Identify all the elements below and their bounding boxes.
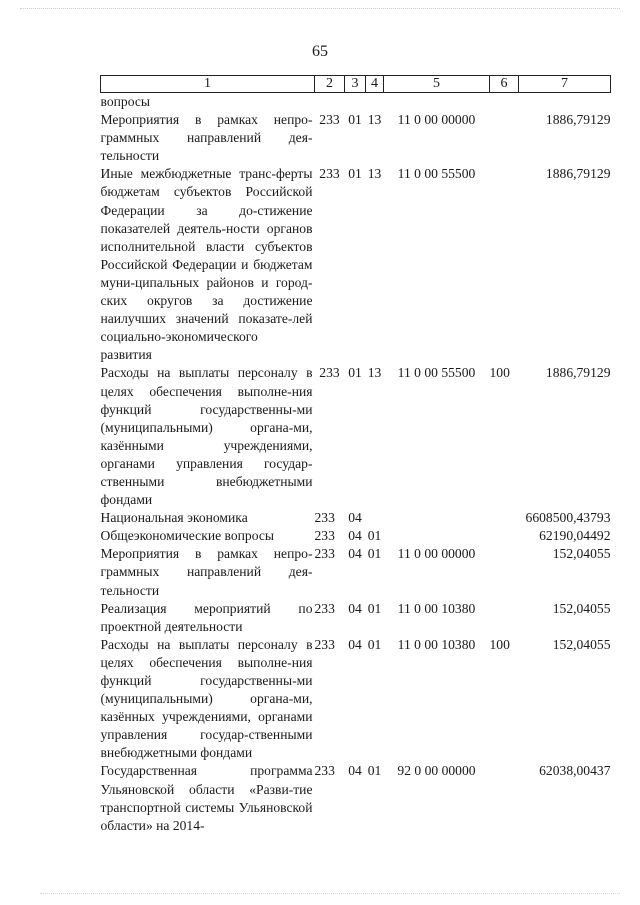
header-col-7: 7 <box>519 76 611 93</box>
header-col-4: 4 <box>366 76 384 93</box>
row-subsection: 01 <box>367 546 382 562</box>
row-section: 01 <box>348 112 362 128</box>
row-amount: 152,04055 <box>552 546 611 562</box>
budget-table <box>100 75 611 835</box>
row-amount: 1886,79129 <box>545 166 611 182</box>
row-expense-type <box>490 165 519 364</box>
row-subsection: 13 <box>367 166 382 182</box>
row-subsection: 01 <box>367 600 382 616</box>
row-expense-type <box>490 93 519 112</box>
table-row <box>101 600 611 636</box>
table-row <box>101 93 611 112</box>
row-target-item: 11 0 00 55500 <box>397 365 476 381</box>
row-target-item <box>384 527 490 545</box>
row-section: 04 <box>348 763 362 779</box>
row-subsection <box>366 93 384 112</box>
row-expense-type <box>490 527 519 545</box>
row-subsection <box>366 509 384 527</box>
row-target-item <box>384 93 490 112</box>
row-target-item: 11 0 00 00000 <box>397 546 476 562</box>
header-col-1: 1 <box>101 76 315 93</box>
row-section: 04 <box>348 600 362 616</box>
row-amount: 6608500,43793 <box>525 510 611 526</box>
table-row <box>101 545 611 599</box>
row-amount: 152,04055 <box>552 600 611 616</box>
row-target-item: 11 0 00 00000 <box>397 112 476 128</box>
scan-edge-bottom <box>40 893 620 894</box>
row-admin-code <box>315 93 345 112</box>
row-expense-type <box>490 509 519 527</box>
row-expense-type <box>490 600 519 636</box>
row-subsection: 13 <box>367 365 382 381</box>
row-expense-type <box>490 545 519 599</box>
row-expense-type: 100 <box>489 636 510 652</box>
row-section: 04 <box>348 546 362 562</box>
row-name: Расходы на выплаты персоналу в целях обеспечения выполне-ния функций государственны-ми (муниципальными) органа-ми, казённых учреждениями, органами управления государ-ственными внебюджетными фондами <box>100 636 313 761</box>
row-admin-code: 233 <box>319 112 340 128</box>
row-section <box>345 93 366 112</box>
table-row <box>101 509 611 527</box>
row-name: Государственная программа Ульяновской области «Разви-тие транспортной системы Ульяновской области» на 2014- <box>100 763 313 833</box>
row-target-item: 11 0 00 10380 <box>397 636 476 652</box>
row-admin-code: 233 <box>314 600 335 616</box>
row-subsection: 13 <box>367 112 382 128</box>
row-expense-type: 100 <box>489 365 510 381</box>
table-row <box>101 527 611 545</box>
row-target-item: 11 0 00 55500 <box>397 166 476 182</box>
table-row <box>101 364 611 509</box>
row-section: 01 <box>348 166 362 182</box>
header-col-5: 5 <box>384 76 490 93</box>
header-col-2: 2 <box>315 76 345 93</box>
row-admin-code: 233 <box>314 510 335 526</box>
row-amount: 152,04055 <box>552 636 611 652</box>
row-amount: 62038,00437 <box>539 763 611 779</box>
row-section: 04 <box>348 636 362 652</box>
table-row <box>101 762 611 834</box>
page-number: 65 <box>312 43 328 60</box>
row-amount: 62190,04492 <box>539 528 611 544</box>
row-admin-code: 233 <box>314 546 335 562</box>
row-name: Мероприятия в рамках непро-граммных направлений дея-тельности <box>100 546 313 598</box>
row-subsection: 01 <box>367 763 382 779</box>
row-amount: 1886,79129 <box>545 365 611 381</box>
row-name: вопросы <box>100 94 150 109</box>
row-subsection: 01 <box>367 636 382 652</box>
row-name: Мероприятия в рамках непро-граммных направлений дея-тельности <box>100 112 313 164</box>
row-section: 04 <box>348 528 362 544</box>
row-amount: 1886,79129 <box>545 112 611 128</box>
table-row <box>101 636 611 763</box>
header-col-6: 6 <box>490 76 519 93</box>
scan-edge-top <box>20 8 620 9</box>
row-expense-type <box>490 111 519 165</box>
row-target-item: 11 0 00 10380 <box>397 600 476 616</box>
row-name: Расходы на выплаты персоналу в целях обеспечения выполне-ния функций государственны-ми (муниципальными) органа-ми, казёнными учреждениями, органами управления государ-ственными внебюджетными фондами <box>100 365 313 508</box>
header-col-3: 3 <box>345 76 366 93</box>
row-admin-code: 233 <box>319 365 340 381</box>
row-admin-code: 233 <box>319 166 340 182</box>
row-section: 04 <box>348 510 362 526</box>
row-name: Общеэкономические вопросы <box>100 528 275 544</box>
row-admin-code: 233 <box>314 763 335 779</box>
row-name: Реализация мероприятий по проектной деятельности <box>100 600 313 634</box>
row-target-item: 92 0 00 00000 <box>397 763 476 779</box>
table-row <box>101 165 611 364</box>
table-row <box>101 111 611 165</box>
row-target-item <box>384 509 490 527</box>
row-section: 01 <box>348 365 362 381</box>
row-admin-code: 233 <box>314 528 335 544</box>
row-name: Национальная экономика <box>100 510 248 526</box>
row-amount <box>519 93 611 112</box>
row-subsection: 01 <box>367 528 382 544</box>
row-admin-code: 233 <box>314 636 335 652</box>
row-name: Иные межбюджетные транс-ферты бюджетам субъектов Российской Федерации за до-стижение показателей деятель-ности органов исполнительной власти субъектов Российской Федерации и бюджетам муни-ципальных районов и город-ских округов за достижение наилучших значений показате-лей социально-экономического развития <box>100 166 313 363</box>
row-expense-type <box>490 762 519 834</box>
header-row <box>101 76 611 93</box>
